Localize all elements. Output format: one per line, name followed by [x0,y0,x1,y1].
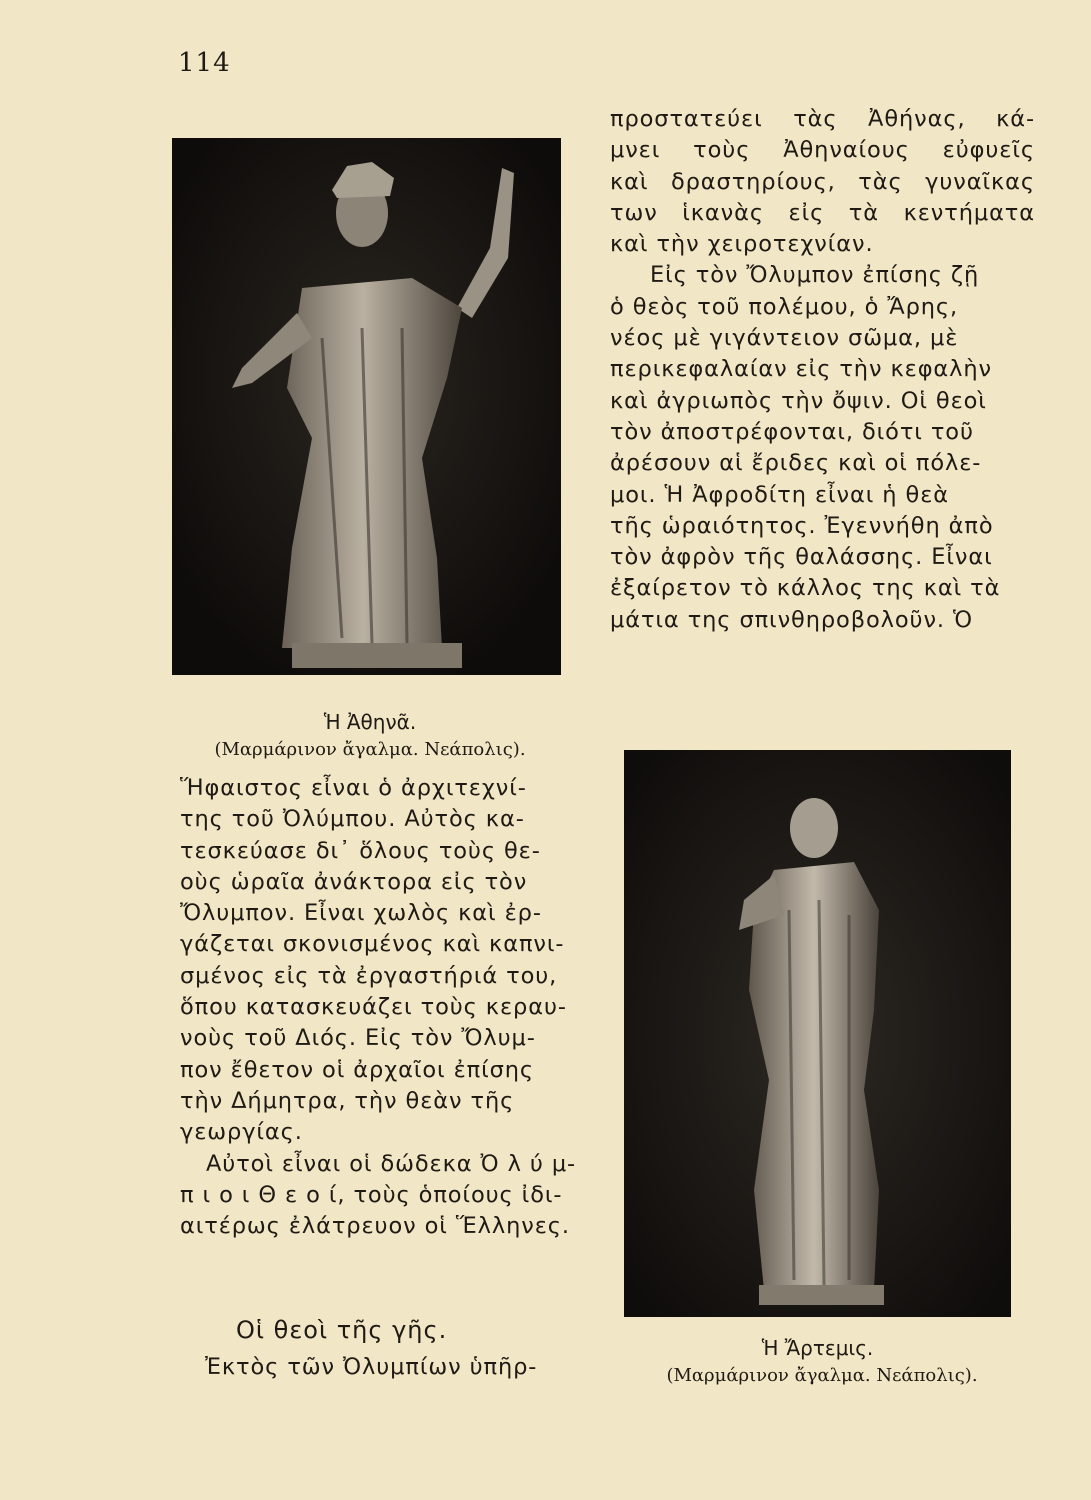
artemis-statue-photo [624,750,1011,1317]
text-line: πον ἔθετον οἱ ἀρχαῖοι ἐπίσης [180,1056,535,1083]
text-line: ὁ θεὸς τοῦ πολέμου, ὁ Ἄρης, [610,293,959,320]
text-line: Ἐκτὸς τῶν Ὀλυμπίων ὑπῆρ- [205,1354,538,1380]
athena-caption-source: (Μαρμάρινον ἄγαλμα. Νεάπολις). [214,739,526,760]
text-line: Αὐτοὶ εἶναι οἱ δώδεκα Ὀ λ ύ μ- [206,1150,577,1177]
text-line: προστατεύει τὰς Ἀθήνας, κά- [610,106,1035,132]
text-line: σμένος εἰς τὰ ἐργαστήριά του, [180,962,558,989]
text-line: τὴν Δήμητρα, τὴν θεὰν τῆς [180,1087,515,1114]
section-heading: Οἱ θεοὶ τῆς γῆς. [236,1316,448,1344]
text-line: μοι. Ἡ Ἀφροδίτη εἶναι ἡ θεὰ [610,481,949,508]
text-line: τὸν ἀφρὸν τῆς θαλάσσης. Εἶναι [610,544,993,571]
text-line: ἐξαίρετον τὸ κάλλος της καὶ τὰ [610,575,1001,602]
text-line: τὸν ἀποστρέφονται, διότι τοῦ [610,418,974,445]
text-line: περικεφαλαίαν εἰς τὴν κεφαλὴν [610,356,993,383]
text-line: νοὺς τοῦ Διός. Εἰς τὸν Ὄλυμ- [180,1025,536,1052]
text-line: της τοῦ Ὀλύμπου. Αὐτὸς κα- [180,806,525,833]
text-line: ἀρέσουν αἱ ἔριδες καὶ οἱ πόλε- [610,450,982,477]
text-line: των ἱκανὰς εἰς τὰ κεντήματα [610,199,1035,226]
text-line: Εἰς τὸν Ὄλυμπον ἐπίσης ζῇ [650,262,980,289]
text-line: καὶ δραστηρίους, τὰς γυναῖκας [610,168,1035,195]
text-line: ὅπου κατασκευάζει τοὺς κεραυ- [180,994,567,1021]
left-text-column [180,773,576,1242]
text-line: τῆς ὡραιότητος. Ἐγεννήθη ἀπὸ [610,512,994,539]
text-line: τεσκεύασε δι᾿ ὅλους τοὺς θε- [180,837,541,864]
text-line: καὶ ἀγριωπὸς τὴν ὄψιν. Οἱ θεοὶ [610,387,987,414]
page-number: 114 [178,48,231,78]
continuation-line [205,1352,537,1383]
text-line: οὺς ὡραῖα ἀνάκτορα εἰς τὸν [180,868,528,895]
artemis-caption-source: (Μαρμάρινον ἄγαλμα. Νεάπολις). [666,1365,978,1386]
text-line: μάτια της σπινθηροβολοῦν. Ὁ [610,606,973,633]
text-line: γάζεται σκονισμένος καὶ καπνι- [180,931,565,958]
text-line: νέος μὲ γιγάντειον σῶμα, μὲ [610,325,959,352]
athena-statue-photo [172,138,561,675]
text-line: γεωργίας. [180,1119,303,1146]
text-line: π ι ο ι Θ ε ο ί, τοὺς ὁποίους ἰδι- [180,1181,563,1208]
text-line: αιτέρως ἐλάτρευον οἱ Ἕλληνες. [180,1213,570,1240]
right-text-column [610,104,1035,636]
text-line: μνει τοὺς Ἀθηναίους εὐφυεῖς [610,137,1035,164]
text-line: Ὄλυμπον. Εἶναι χωλὸς καὶ ἐρ- [180,900,542,927]
text-line: καὶ τὴν χειροτεχνίαν. [610,231,874,258]
artemis-caption-title: Ἡ Ἄρτεμις. [761,1336,874,1360]
athena-caption-title: Ἡ Ἀθηνᾶ. [323,710,417,734]
text-line: Ἥφαιστος εἶναι ὁ ἀρχιτεχνί- [180,775,527,801]
